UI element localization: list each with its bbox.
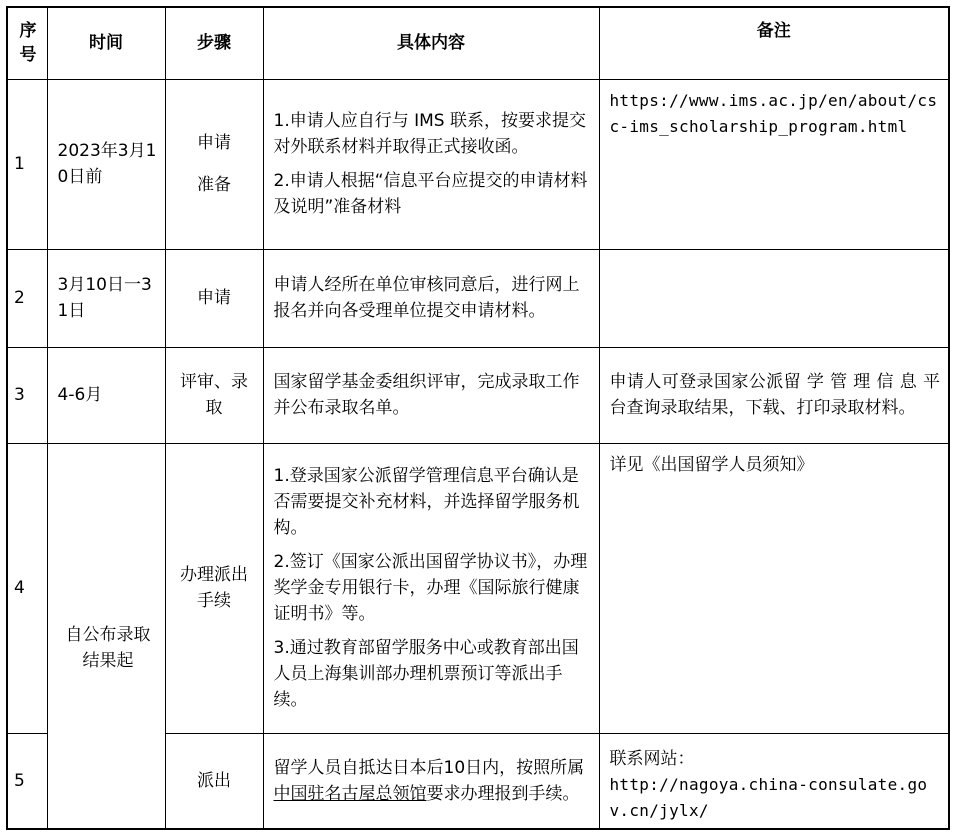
row-step-line: 申请: [197, 288, 231, 308]
row-remark[interactable]: [599, 79, 949, 249]
row-step: [165, 347, 263, 443]
row-no: 2: [7, 249, 47, 347]
table-row: [7, 443, 949, 733]
header-remark: 备注: [599, 7, 949, 79]
remark-link[interactable]: http://nagoya.china-consulate.gov.cn/jylx/: [609, 774, 928, 820]
content-paragraph: 1.申请人应自行与 IMS 联系，按要求提交对外联系材料并取得正式接收函。: [273, 111, 586, 157]
schedule-table: [6, 6, 950, 830]
row-time: 3月10日一31日: [47, 249, 165, 347]
header-content: 具体内容: [263, 7, 599, 79]
row-step: [165, 733, 263, 829]
header-row: [7, 7, 949, 79]
row-step-line: 评审、录取: [180, 372, 248, 418]
row-step: [165, 249, 263, 347]
row-no: 5: [7, 733, 47, 829]
row-step-line: 办理派出手续: [180, 565, 248, 611]
row-no: 4: [7, 443, 47, 733]
consulate-link[interactable]: 中国驻名古屋总领馆: [273, 783, 427, 804]
row-no: 3: [7, 347, 47, 443]
row-no: 1: [7, 79, 47, 249]
row-time: [47, 443, 165, 829]
row-remark: [599, 249, 949, 347]
content-paragraph: 3.通过教育部留学服务中心或教育部出国人员上海集训部办理机票预订等派出手续。: [273, 638, 579, 710]
row-time: 2023年3月10日前: [47, 79, 165, 249]
content-paragraph: 申请人经所在单位审核同意后，进行网上报名并向各受理单位提交申请材料。: [273, 275, 580, 321]
header-no-text: 序号: [19, 20, 37, 65]
header-no: [7, 7, 47, 79]
content-text-after: 要求办理报到手续。: [426, 783, 580, 804]
content-paragraph: 1.登录国家公派留学管理信息平台确认是否需要提交补充材料，并选择留学服务机构。: [273, 466, 580, 538]
row-content: [263, 249, 599, 347]
row-step-line: 派出: [197, 770, 231, 791]
table-row: [7, 249, 949, 347]
row-content: [263, 733, 599, 829]
content-paragraph: 国家留学基金委组织评审，完成录取工作并公布录取名单。: [273, 372, 580, 418]
row-step-line: 申请: [197, 133, 231, 153]
content-paragraph: 2.申请人根据“信息平台应提交的申请材料及说明”准备材料: [273, 171, 588, 217]
row-remark: 详见《出国留学人员须知》: [599, 443, 949, 733]
row-remark: [599, 733, 949, 829]
header-time: 时间: [47, 7, 165, 79]
row-content: [263, 443, 599, 733]
row-time-text: 自公布录取结果起: [65, 624, 151, 671]
row-step-line: 准备: [197, 175, 231, 195]
content-paragraph: 2.签订《国家公派出国留学协议书》，办理奖学金专用银行卡，办理《国际旅行健康证明书》等。: [273, 552, 588, 624]
row-time: 4-6月: [47, 347, 165, 443]
remark-label: 联系网站：: [609, 748, 695, 769]
table-row: [7, 79, 949, 249]
table-row: [7, 347, 949, 443]
row-content: [263, 79, 599, 249]
remark-link[interactable]: https://www.ims.ac.jp/en/about/csc-ims_scholarship_program.html: [609, 90, 938, 136]
header-step: 步骤: [165, 7, 263, 79]
row-remark: 申请人可登录国家公派留 学 管 理 信 息 平 台查询录取结果，下载、打印录取材料。: [599, 347, 949, 443]
content-text-before: 留学人员自抵达日本后10日内，按照所属: [273, 757, 585, 778]
row-step: [165, 443, 263, 733]
row-step: [165, 79, 263, 249]
row-content: [263, 347, 599, 443]
